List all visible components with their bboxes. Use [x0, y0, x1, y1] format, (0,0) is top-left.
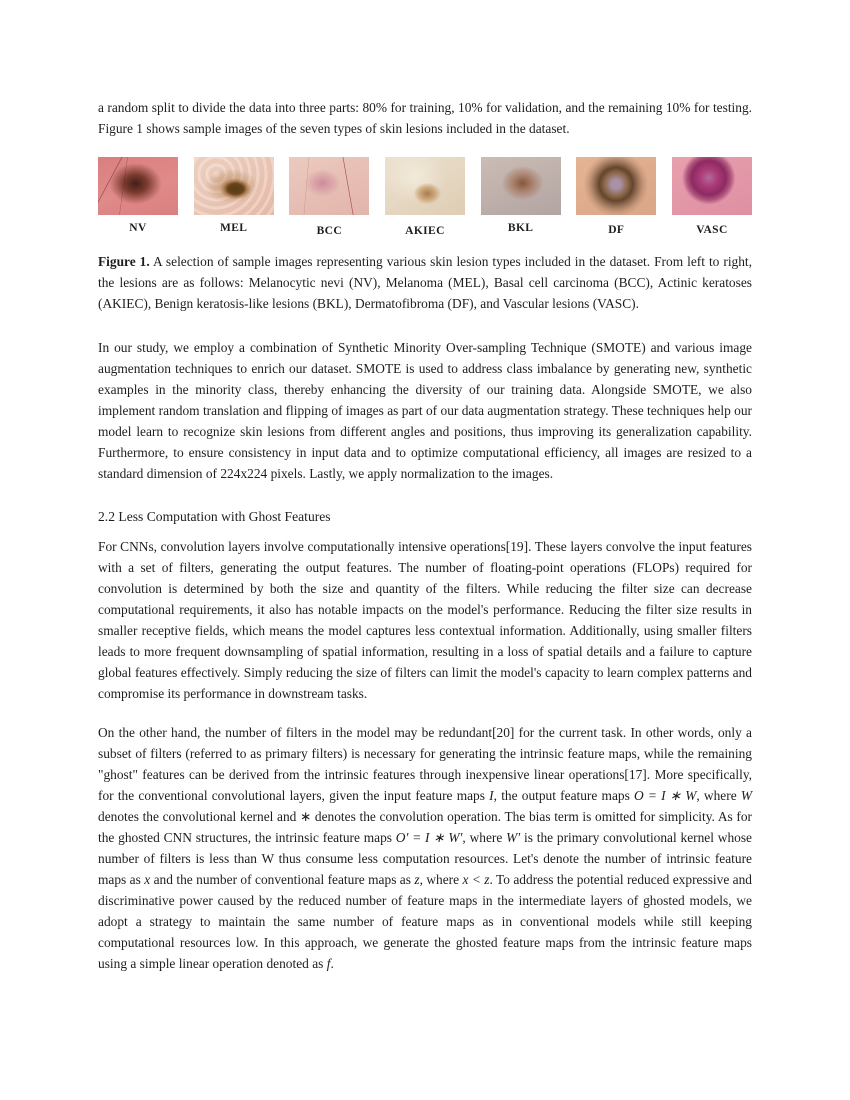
lesion-sample-bcc — [289, 157, 369, 238]
ghost-paragraph: On the other hand, the number of filters in the model may be redundant[20] for the current task. In other words, only a subset of filters (referred to as primary filters) is necessary for generating the intrinsic feature maps, while the remaining "ghost" features can be derived from the intrinsic features through inexpensive linear operations[17]. More specifically, for the conventional convolutional layers, given the input feature maps I, the output feature maps O = I ∗ W, where W denotes the convolutional kernel and ∗ denotes the convolution operation. The bias term is omitted for simplicity. As for the ghosted CNN structures, the intrinsic feature maps O′ = I ∗ W′, where W′ is the primary convolutional kernel whose number of filters is less than W thus consume less computation resources. Let's denote the number of intrinsic feature maps as x and the number of conventional feature maps as z, where x < z. To address the potential reduced expressive and discriminative power caused by the reduced number of feature maps in the intermediate layers of ghosted models, we adopt a strategy to maintain the same number of feature maps as in conventional models while still keeping computational resources low. In this approach, we generate the ghosted feature maps from the intrinsic feature maps using a simple linear operation denoted as f. — [98, 725, 753, 971]
lesion-label-nv: NV — [129, 222, 147, 234]
lesion-label-df: DF — [608, 224, 625, 236]
lesion-sample-nv — [98, 157, 178, 238]
section-heading-2-2: 2.2 Less Computation with Ghost Features — [98, 509, 331, 524]
lesion-label-bcc: BCC — [316, 225, 343, 237]
lesion-label-bkl: BKL — [507, 222, 534, 234]
lesion-label-akiec: AKIEC — [405, 225, 445, 237]
cnn-paragraph: For CNNs, convolution layers involve computationally intensive operations[19]. These layers convolve the input features with a set of filters, generating the output features. The number of floating-point operations (FLOPs) required for convolution is determined by both the size and quantity of the filters. While reducing the filter size can decrease computational requirements, it also has notable impacts on the model's performance. Reducing the filter size results in smaller receptive fields, which means the model captures less contextual information. Additionally, using smaller filters leads to more frequent downsampling of spatial information, resulting in a loss of spatial details and a failure to capture global features effectively. Simply reducing the size of filters can limit the model's capacity to learn complex patterns and compromise its performance in downstream tasks. — [98, 539, 752, 701]
lesion-label-mel: MEL — [219, 222, 248, 234]
intro-paragraph: a random split to divide the data into three parts: 80% for training, 10% for validation, and the remaining 10% for testing. Figure 1 shows sample images of the seven types of skin lesions included in the dataset. — [98, 100, 752, 136]
lesion-image-df — [576, 157, 656, 215]
smote-paragraph: In our study, we employ a combination of Synthetic Minority Over-sampling Technique (SMOTE) and various image augmentation techniques to enrich our dataset. SMOTE is used to address class imbalance by generating new, synthetic examples in the minority class, thereby enhancing the diversity of our training data. Alongside SMOTE, we also implement random translation and flipping of images as part of our data augmentation strategy. These techniques help our model learn to recognize skin lesions from different angles and positions, thus improving its generalization capability. Furthermore, to ensure consistency in input data and to optimize computational efficiency, all images are resized to a standard dimension of 224x224 pixels. Lastly, we apply normalization to the images. — [98, 340, 752, 481]
lesion-label-vasc: VASC — [696, 224, 728, 236]
lesion-image-mel — [194, 157, 274, 215]
lesion-sample-akiec — [385, 157, 465, 238]
lesion-image-bcc — [289, 157, 369, 215]
lesion-image-bkl — [481, 157, 561, 215]
lesion-sample-mel — [194, 157, 274, 238]
lesion-sample-vasc — [672, 157, 752, 238]
lesion-sample-df — [576, 157, 656, 238]
figure-1-caption: Figure 1. A selection of sample images representing various skin lesion types included in the dataset. From left to right, the lesions are as follows: Melanocytic nevi (NV), Melanoma (MEL), Basal cell carcinoma (BCC), Actinic keratoses (AKIEC), Benign keratosis-like lesions (BKL), Dermatofibroma (DF), and Vascular lesions (VASC). — [98, 254, 752, 311]
lesion-image-vasc — [672, 157, 752, 215]
figure-1-image-strip — [98, 157, 752, 238]
lesion-sample-bkl — [481, 157, 561, 238]
lesion-image-akiec — [385, 157, 465, 215]
lesion-image-nv — [98, 157, 178, 215]
